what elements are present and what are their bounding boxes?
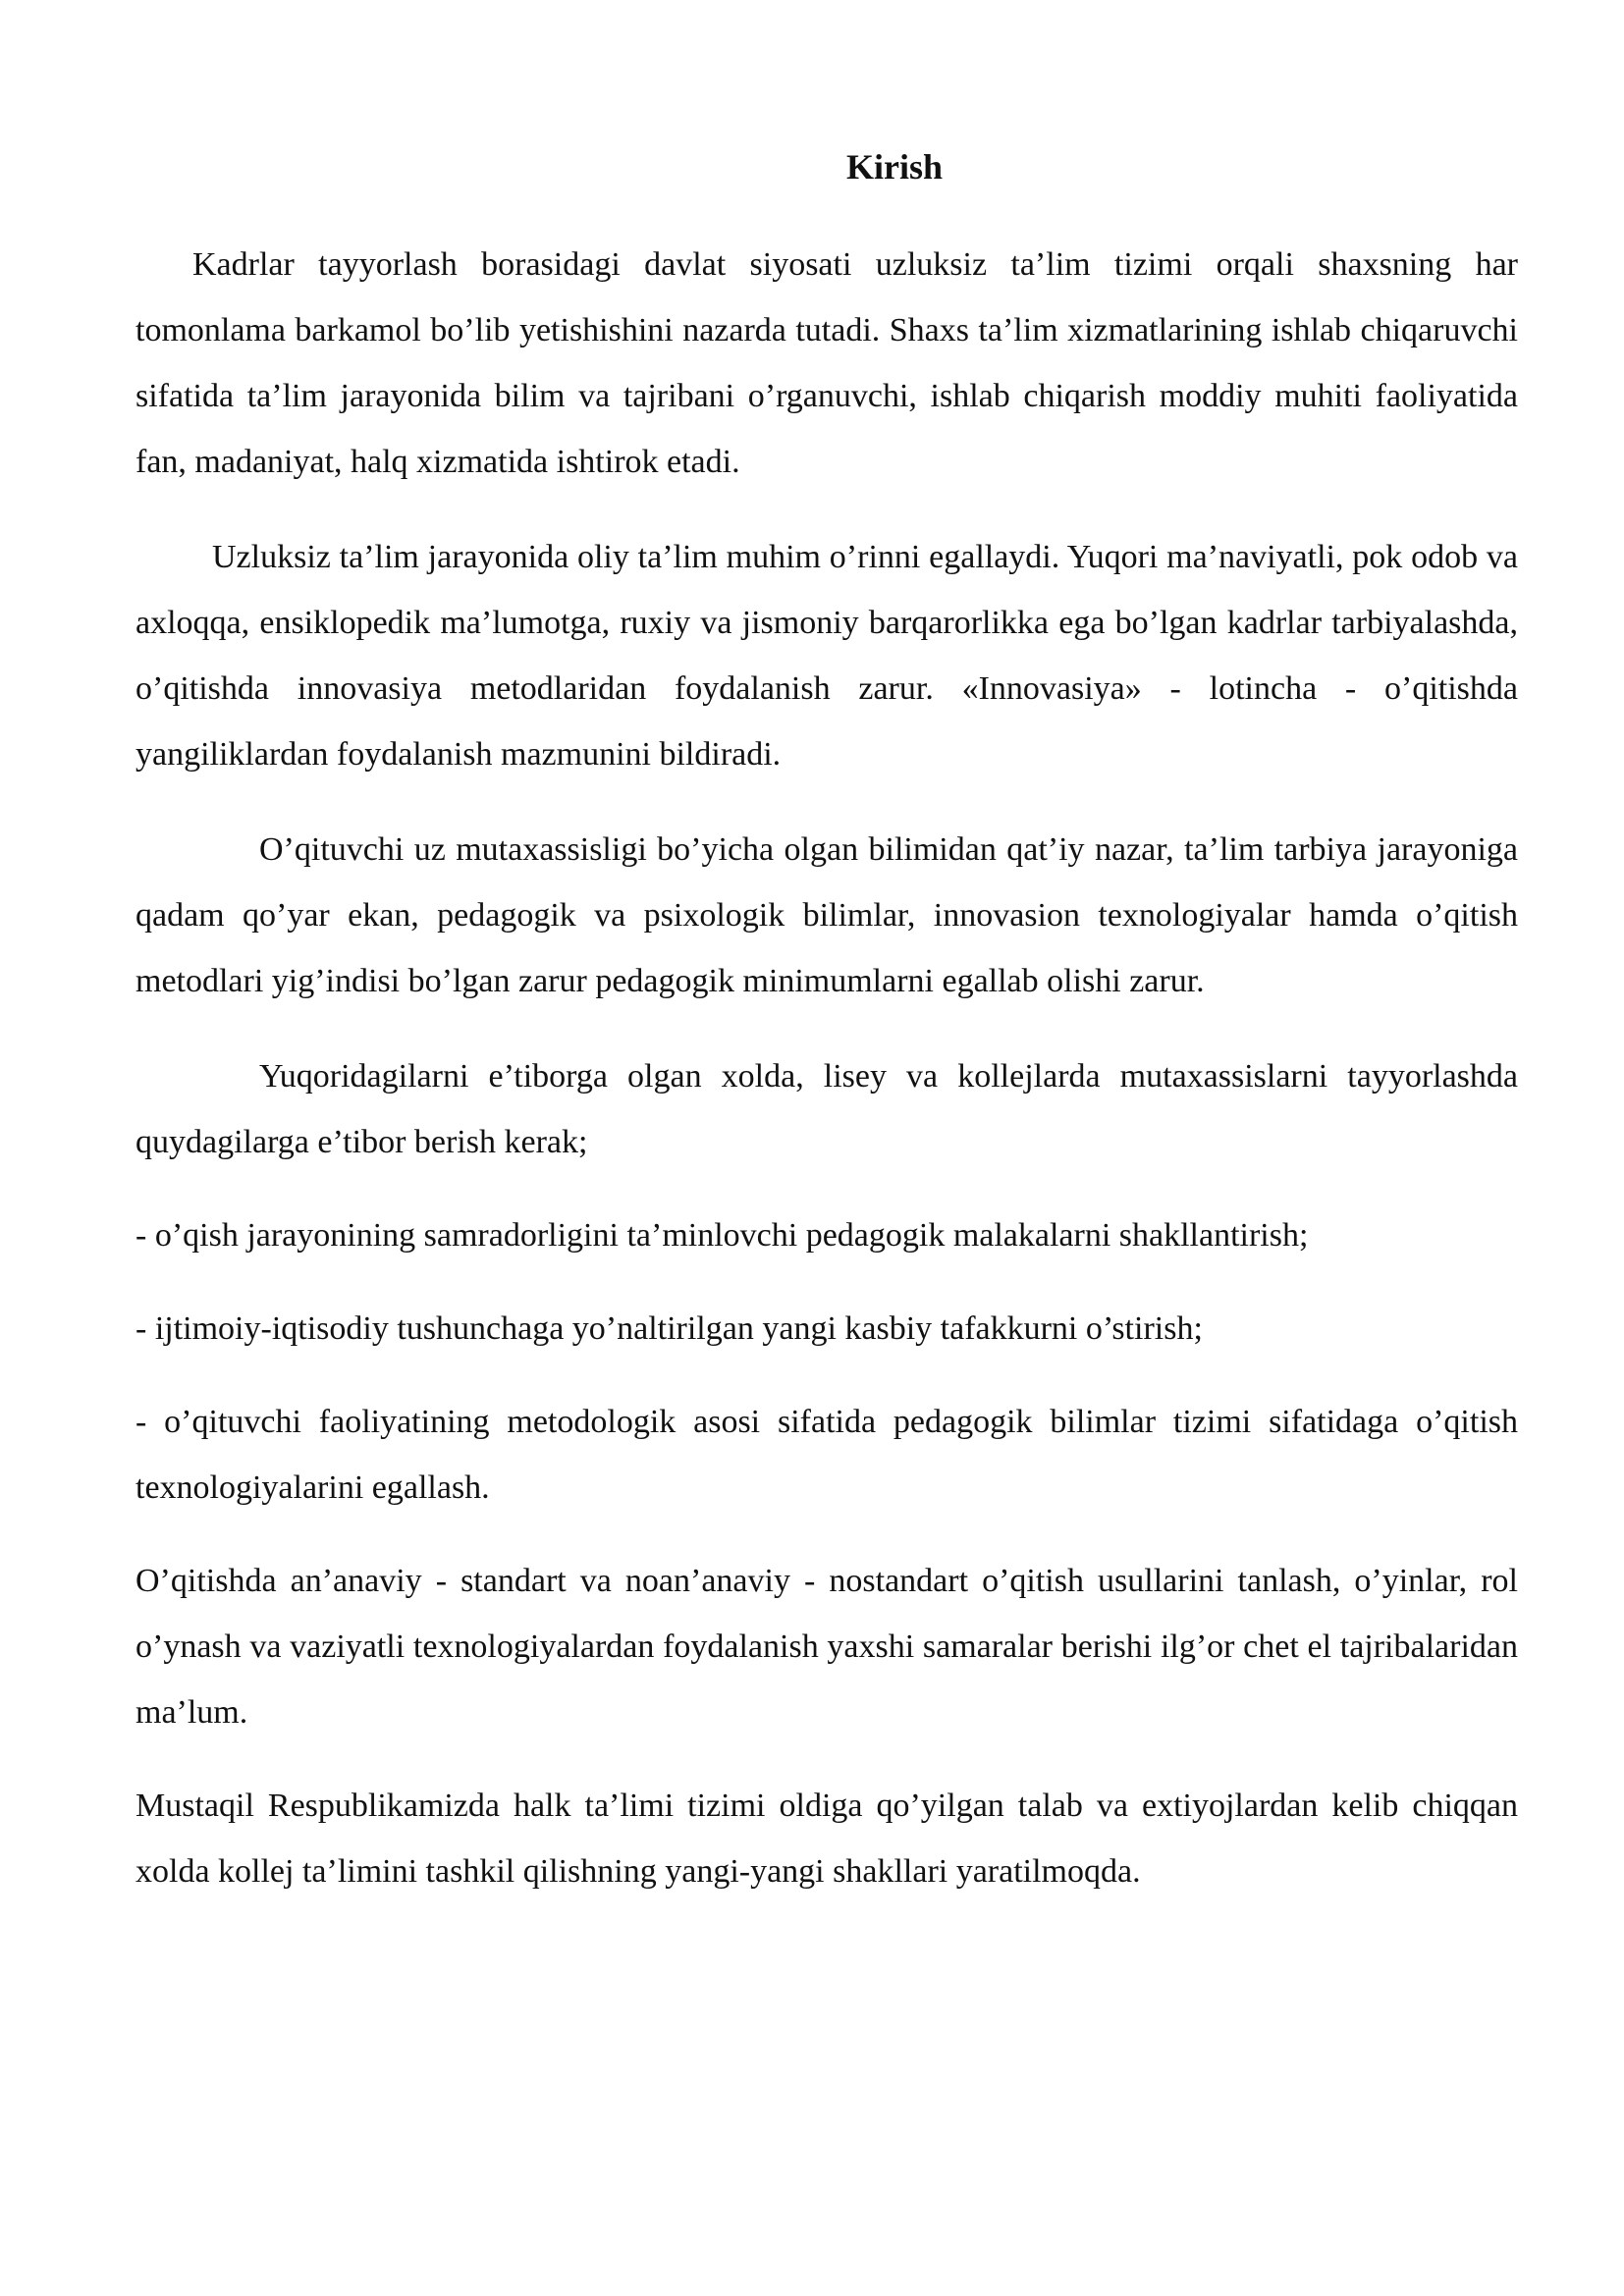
page-title: Kirish [845, 147, 943, 187]
paragraph-2: Uzluksiz ta’lim jarayonida oliy ta’lim muhim o’rinni egallaydi. Yuqori ma’naviyatli, pok odob va axloqqa, ensiklopedik ma’lumotga, ruxiy va jismoniy barqarorlikka ega bo’lgan kadrlar tarbiyalashda, o’qitishda innovasiya metodlaridan foydalanish zarur. «Innovasiya» - lotincha - o’qitishda yangiliklardan foydalanish mazmunini bildiradi. [135, 539, 1518, 773]
paragraph-6: Mustaqil Respublikamizda halk ta’limi tizimi oldiga qo’yilgan talab va extiyojlardan kelib chiqqan xolda kollej ta’limini tashkil qilishning yangi-yangi shakllari yaratilmoqda. [135, 1788, 1518, 1890]
list-item-3: - o’qituvchi faoliyatining metodologik asosi sifatida pedagogik bilimlar tizimi sifatidaga o’qitish texnologiyalarini egallash. [135, 1404, 1518, 1506]
list-item-2: - ijtimoiy-iqtisodiy tushunchaga yo’naltirilgan yangi kasbiy tafakkurni o’stirish; [135, 1310, 1203, 1347]
document-body [135, 149, 1518, 1904]
paragraph-4: Yuqoridagilarni e’tiborga olgan xolda, lisey va kollejlarda mutaxassislarni tayyorlashda quydagilarga e’tibor berish kerak; [135, 1058, 1518, 1160]
paragraph-1: Kadrlar tayyorlash borasidagi davlat siyosati uzluksiz ta’lim tizimi orqali shaxsning har tomonlama barkamol bo’lib yetishishini nazarda tutadi. Shaxs ta’lim xizmatlarining ishlab chiqaruvchi sifatida ta’lim jarayonida bilim va tajribani o’rganuvchi, ishlab chiqarish moddiy muhiti faoliyatida fan, madaniyat, halq xizmatida ishtirok etadi. [135, 246, 1518, 480]
paragraph-5: O’qitishda an’anaviy - standart va noan’anaviy - nostandart o’qitish usullarini tanlash, o’yinlar, rol o’ynash va vaziyatli texnologiyalardan foydalanish yaxshi samaralar berishi ilg’or chet el tajribalaridan ma’lum. [135, 1563, 1518, 1731]
paragraph-3: O’qituvchi uz mutaxassisligi bo’yicha olgan bilimidan qat’iy nazar, ta’lim tarbiya jarayoniga qadam qo’yar ekan, pedagogik va psixologik bilimlar, innovasion texnologiyalar hamda o’qitish metodlari yig’indisi bo’lgan zarur pedagogik minimumlarni egallab olishi zarur. [135, 831, 1518, 999]
list-item-1: - o’qish jarayonining samradorligini ta’minlovchi pedagogik malakalarni shakllantirish; [135, 1217, 1309, 1254]
